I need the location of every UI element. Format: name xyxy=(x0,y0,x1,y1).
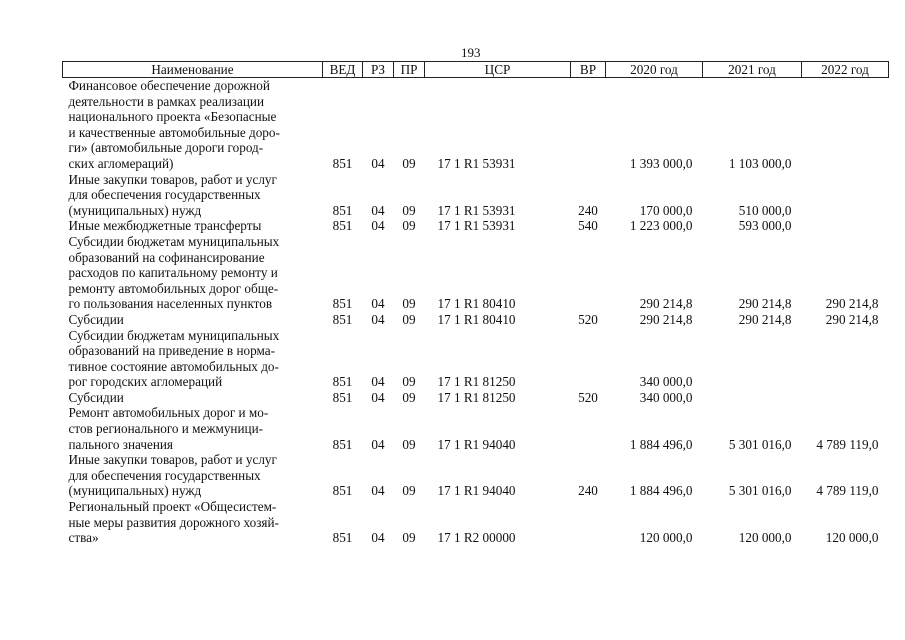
table-row xyxy=(63,405,889,452)
table-row xyxy=(63,499,889,546)
row-name: Иные закупки товаров, работ и услуг для обеспечения государственных (муниципальных) нужд xyxy=(68,171,277,218)
table-row xyxy=(63,172,889,219)
row-ved: 851 xyxy=(332,155,353,171)
row-ved: 851 xyxy=(332,202,353,218)
row-amount-2022 xyxy=(802,328,889,390)
budget-table xyxy=(62,61,889,546)
row-csr: 17 1 R1 53931 xyxy=(437,155,516,171)
row-csr: 17 1 R1 53931 xyxy=(437,218,516,234)
row-amount-2021: 510 000,0 xyxy=(738,202,792,218)
row-name: Субсидии xyxy=(68,311,124,327)
row-amount-2020: 1 884 496,0 xyxy=(629,483,693,499)
row-amount-2020: 340 000,0 xyxy=(639,389,693,405)
row-pr: 09 xyxy=(402,389,416,405)
row-amount-2020: 1 884 496,0 xyxy=(629,436,693,452)
row-pr: 09 xyxy=(402,374,416,390)
table-row xyxy=(63,218,889,234)
row-amount-2021 xyxy=(703,390,802,406)
row-rz: 04 xyxy=(371,436,385,452)
row-amount-2021: 120 000,0 xyxy=(738,530,792,546)
row-rz: 04 xyxy=(371,374,385,390)
row-amount-2021 xyxy=(703,328,802,390)
row-amount-2020: 1 223 000,0 xyxy=(629,218,693,234)
row-vr xyxy=(571,78,606,172)
row-rz: 04 xyxy=(371,389,385,405)
row-rz: 04 xyxy=(371,296,385,312)
row-amount-2022 xyxy=(802,390,889,406)
row-ved: 851 xyxy=(332,374,353,390)
row-csr: 17 1 R1 53931 xyxy=(437,202,516,218)
table-row xyxy=(63,328,889,390)
table-row xyxy=(63,312,889,328)
row-ved: 851 xyxy=(332,311,353,327)
row-vr: 520 xyxy=(578,311,598,327)
row-pr: 09 xyxy=(402,530,416,546)
row-name: Региональный проект «Общесистем- ные меры развития дорожного хозяй- ства» xyxy=(68,499,279,546)
header-2021: 2021 год xyxy=(703,62,802,78)
row-amount-2022: 290 214,8 xyxy=(825,311,879,327)
row-amount-2021: 593 000,0 xyxy=(738,218,792,234)
row-ved: 851 xyxy=(332,296,353,312)
row-amount-2020: 340 000,0 xyxy=(639,374,693,390)
row-csr: 17 1 R1 81250 xyxy=(437,389,516,405)
row-vr xyxy=(571,499,606,546)
row-ved: 851 xyxy=(332,389,353,405)
row-pr: 09 xyxy=(402,155,416,171)
row-name: Субсидии бюджетам муниципальных образований на софинансирование расходов по капитальному ремонту и ремонту автомобильных дорог обще- го пользования населенных пунктов xyxy=(68,233,280,312)
row-amount-2022: 4 789 119,0 xyxy=(816,483,879,499)
table-row xyxy=(63,390,889,406)
row-vr xyxy=(571,234,606,312)
row-amount-2022 xyxy=(802,78,889,172)
row-amount-2021: 290 214,8 xyxy=(738,296,792,312)
row-csr: 17 1 R1 81250 xyxy=(437,374,516,390)
row-name: Финансовое обеспечение дорожной деятельности в рамках реализации национального проекта «Безопасные и качественные автомобильные доро- ги» (автомобильные дороги город- ских агломераций) xyxy=(68,78,280,171)
row-name: Субсидии xyxy=(68,389,124,405)
row-pr: 09 xyxy=(402,483,416,499)
page-number: 193 xyxy=(461,45,481,60)
header-ved: ВЕД xyxy=(323,62,363,78)
row-amount-2021: 290 214,8 xyxy=(738,311,792,327)
row-amount-2022 xyxy=(802,218,889,234)
row-amount-2021: 1 103 000,0 xyxy=(728,155,792,171)
header-vr: ВР xyxy=(571,62,606,78)
row-amount-2022: 290 214,8 xyxy=(825,296,879,312)
row-csr: 17 1 R1 94040 xyxy=(437,436,516,452)
row-name: Субсидии бюджетам муниципальных образований на приведение в норма- тивное состояние автомобильных до- рог городских агломераций xyxy=(68,327,280,390)
header-2020: 2020 год xyxy=(606,62,703,78)
row-vr: 240 xyxy=(578,483,598,499)
row-amount-2020: 290 214,8 xyxy=(639,311,693,327)
row-amount-2020: 170 000,0 xyxy=(639,202,693,218)
row-vr: 540 xyxy=(578,218,598,234)
row-csr: 17 1 R1 80410 xyxy=(437,296,516,312)
row-amount-2021: 5 301 016,0 xyxy=(728,436,792,452)
row-vr: 240 xyxy=(578,202,598,218)
table-row xyxy=(63,234,889,312)
row-ved: 851 xyxy=(332,530,353,546)
table-header-row xyxy=(63,62,889,78)
row-amount-2020: 120 000,0 xyxy=(639,530,693,546)
row-vr xyxy=(571,405,606,452)
row-ved: 851 xyxy=(332,483,353,499)
row-csr: 17 1 R1 94040 xyxy=(437,483,516,499)
header-pr: ПР xyxy=(394,62,425,78)
table-row xyxy=(63,452,889,499)
header-csr: ЦСР xyxy=(425,62,571,78)
row-pr: 09 xyxy=(402,218,416,234)
row-pr: 09 xyxy=(402,311,416,327)
row-csr: 17 1 R1 80410 xyxy=(437,311,516,327)
row-pr: 09 xyxy=(402,436,416,452)
row-rz: 04 xyxy=(371,218,385,234)
table-row xyxy=(63,78,889,172)
row-pr: 09 xyxy=(402,296,416,312)
row-vr: 520 xyxy=(578,389,598,405)
row-amount-2021: 5 301 016,0 xyxy=(728,483,792,499)
header-2022: 2022 год xyxy=(802,62,889,78)
row-ved: 851 xyxy=(332,436,353,452)
row-name: Иные межбюджетные трансферты xyxy=(68,218,262,234)
row-name: Иные закупки товаров, работ и услуг для обеспечения государственных (муниципальных) нужд xyxy=(68,452,277,499)
row-rz: 04 xyxy=(371,483,385,499)
row-rz: 04 xyxy=(371,202,385,218)
row-csr: 17 1 R2 00000 xyxy=(437,530,516,546)
header-rz: РЗ xyxy=(363,62,394,78)
row-amount-2022 xyxy=(802,172,889,219)
row-pr: 09 xyxy=(402,202,416,218)
header-name: Наименование xyxy=(63,62,323,78)
row-name: Ремонт автомобильных дорог и мо- стов регионального и межмуници- пального значения xyxy=(68,405,269,452)
row-rz: 04 xyxy=(371,530,385,546)
row-amount-2022: 4 789 119,0 xyxy=(816,436,879,452)
row-rz: 04 xyxy=(371,311,385,327)
table-body xyxy=(63,78,889,546)
row-amount-2020: 290 214,8 xyxy=(639,296,693,312)
row-amount-2022: 120 000,0 xyxy=(825,530,879,546)
row-ved: 851 xyxy=(332,218,353,234)
row-vr xyxy=(571,328,606,390)
row-amount-2020: 1 393 000,0 xyxy=(629,155,693,171)
row-rz: 04 xyxy=(371,155,385,171)
